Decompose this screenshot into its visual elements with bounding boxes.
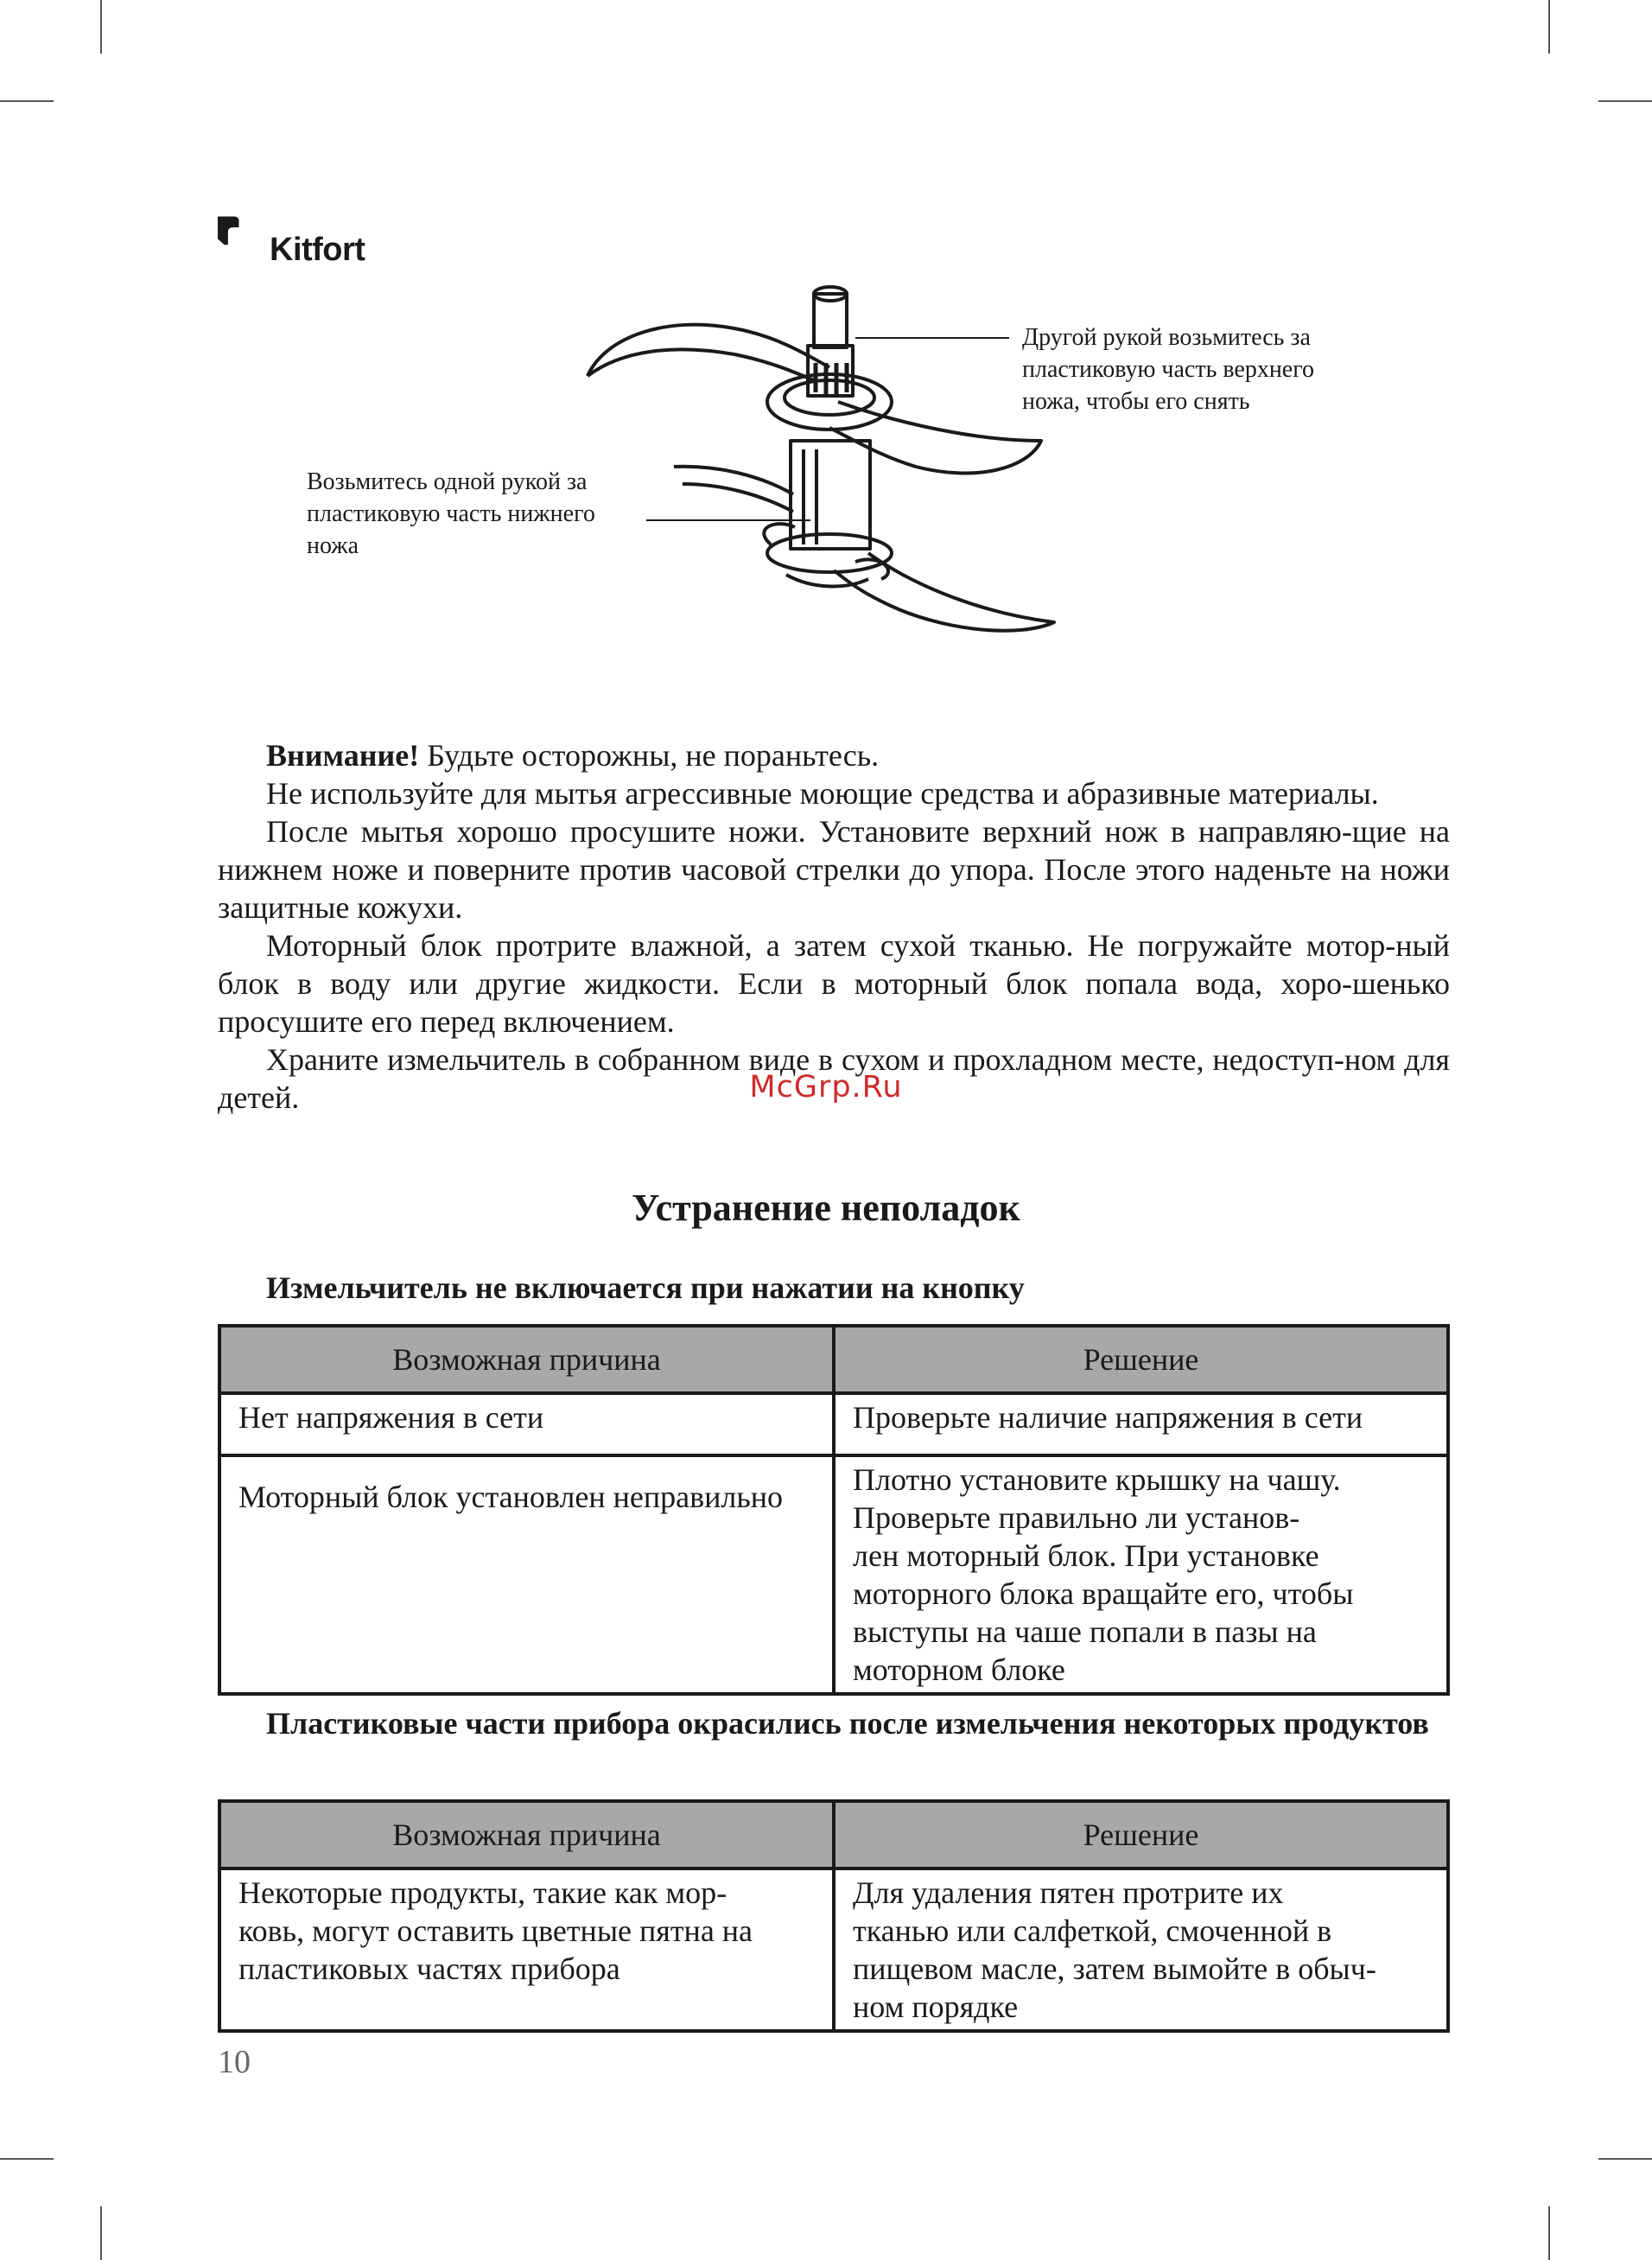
care-instructions <box>218 736 1450 1117</box>
column-header-solution: Решение <box>834 1801 1448 1868</box>
page-number: 10 <box>218 2044 251 2080</box>
leader-line <box>646 519 810 521</box>
crop-mark <box>0 2158 54 2160</box>
leader-line <box>855 337 1009 339</box>
blade-assembly-illustration <box>570 268 1089 640</box>
troubleshooting-table-1 <box>218 1324 1450 1696</box>
troubleshooting-table-2 <box>218 1799 1450 2033</box>
table-row <box>219 1455 1448 1694</box>
solution-cell: Плотно установите крышку на чашу. Проверьте правильно ли установ- лен моторный блок. При установке моторного блока вращайте его, чтобы выступы на чаше попали в пазы на моторном блоке <box>834 1455 1448 1694</box>
watermark: McGrp.Ru <box>749 1070 903 1105</box>
crop-mark <box>1598 100 1652 102</box>
callout-upper-blade: Другой рукой возьмитесь за пластиковую часть верхнего ножа, чтобы его снять <box>1022 324 1315 415</box>
crop-mark <box>1598 2158 1652 2160</box>
warning-paragraph: Внимание! Будьте осторожны, не пораньтесь. <box>266 738 880 773</box>
brand-name: Kitfort <box>270 232 365 268</box>
solution-cell: Для удаления пятен протрите их тканью или салфеткой, смоченной в пищевом масле, затем вымойте в обыч- ном порядке <box>834 1868 1448 2031</box>
solution-cell: Проверьте наличие напряжения в сети <box>834 1393 1448 1455</box>
paragraph: После мытья хорошо просушите ножи. Установите верхний нож в направляю-щие на нижнем ноже и поверните против часовой стрелки до упора. После этого наденьте на ножи защитные кожухи. <box>218 814 1450 925</box>
column-header-solution: Решение <box>834 1326 1448 1393</box>
paragraph: Не используйте для мытья агрессивные моющие средства и абразивные материалы. <box>266 776 1379 811</box>
table1-heading: Измельчитель не включается при нажатии на кнопку <box>266 1270 1025 1305</box>
crop-mark <box>1548 0 1550 54</box>
cause-cell: Моторный блок установлен неправильно <box>219 1455 834 1694</box>
table-row <box>219 1393 1448 1455</box>
paragraph: Моторный блок протрите влажной, а затем сухой тканью. Не погружайте мотор-ный блок в воду или другие жидкости. Если в моторный блок попала вода, хоро-шенько просушите его перед включением. <box>218 928 1450 1039</box>
crop-mark <box>0 100 54 102</box>
column-header-cause: Возможная причина <box>219 1801 834 1868</box>
table-row <box>219 1868 1448 2031</box>
crop-mark <box>100 0 102 54</box>
cause-cell: Некоторые продукты, такие как мор- ковь, могут оставить цветные пятна на пластиковых частях прибора <box>219 1868 834 2031</box>
callout-lower-blade: Возьмитесь одной рукой за пластиковую часть нижнего ножа <box>307 468 595 559</box>
column-header-cause: Возможная причина <box>219 1326 834 1393</box>
cause-cell: Нет напряжения в сети <box>219 1393 834 1455</box>
section-title: Устранение неполадок <box>632 1187 1020 1229</box>
crop-mark <box>100 2206 102 2260</box>
crop-mark <box>1548 2206 1550 2260</box>
paragraph: Храните измельчитель в собранном виде в сухом и прохладном месте, недоступ-ном для детей. <box>218 1042 1450 1115</box>
table2-heading: Пластиковые части прибора окрасились после измельчения некоторых продуктов <box>266 1706 1429 1741</box>
